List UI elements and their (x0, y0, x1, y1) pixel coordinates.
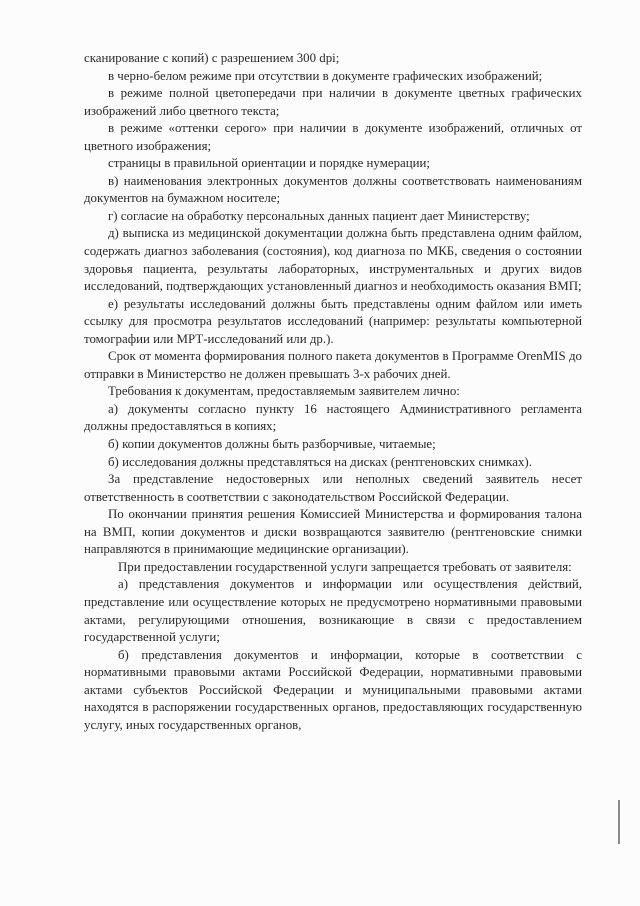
paragraph: б) представления документов и информации, которые в соответствии с нормативными правовыми актами Российской Федерации, нормативными правовыми актами субъектов Российской Федерации и муниципальными правовыми актами находятся в распоряжении государственных органов, предоставляющих государственную услугу, иных государственных органов, (84, 647, 582, 732)
paragraph: в) наименования электронных документов должны соответствовать наименованиям документов на бумажном носителе; (84, 173, 582, 206)
paragraph: г) согласие на обработку персональных данных пациент дает Министерству; (108, 208, 530, 223)
paragraph: в режиме «оттенки серого» при наличии в документе изображений, отличных от цветного изображения; (84, 121, 582, 153)
paragraph: в черно-белом режиме при отсутствии в документе графических изображений; (108, 68, 543, 83)
paragraph: д) выписка из медицинской документации должна быть представлена одним файлом, содержать диагноз заболевания (состояния), код диагноза по МКБ, сведения о состоянии здоровья пациента, результаты лабораторных, инструментальных и других видов исследований, подтверждающих установленный диагноз и необходимость оказания ВМП; (84, 226, 582, 294)
paragraph: в режиме полной цветопередачи при наличии в документе цветных графических изображений либо цветного текста; (84, 86, 582, 118)
document-body (84, 50, 582, 734)
paragraph: При предоставлении государственной услуги запрещается требовать от заявителя: (118, 559, 572, 574)
paragraph: е) результаты исследований должны быть представлены одним файлом или иметь ссылку для просмотра результатов исследований (например: результаты компьютерной томографии или МРТ-исследований или др.). (84, 296, 582, 346)
paragraph: страницы в правильной ориентации и порядке нумерации; (108, 156, 431, 171)
paragraph: Требования к документам, предоставляемым заявителем лично: (108, 384, 460, 399)
paragraph: сканирование с копий) с разрешением 300 dpi; (84, 51, 340, 65)
paragraph: а) представления документов и информации или осуществления действий, представление или осуществление которых не предусмотрено нормативными правовыми актами, регулирующими отношения, возникающие в связи с предоставлением государственной услуги; (84, 577, 582, 645)
paragraph: Срок от момента формирования полного пакета документов в Программе OrenMIS до отправки в Министерство не должен превышать 3-х рабочих дней. (84, 349, 582, 381)
paragraph: По окончании принятия решения Комиссией Министерства и формирования талона на ВМП, копии документов и диски возвращаются заявителю (рентгеновские снимки направляются в принимающие медицинские организации). (84, 507, 582, 557)
paragraph: б) копии документов должны быть разборчивые, читаемые; (108, 437, 436, 452)
paragraph: За представление недостоверных или неполных сведений заявитель несет ответственность в соответствии с законодательством Российской Федерации. (84, 472, 582, 504)
paragraph: а) документы согласно пункту 16 настоящего Административного регламента должны предоставляться в копиях; (84, 401, 582, 434)
scan-edge-mark (618, 800, 620, 844)
paragraph: б) исследования должны представляться на дисках (рентгеновских снимках). (108, 454, 532, 469)
